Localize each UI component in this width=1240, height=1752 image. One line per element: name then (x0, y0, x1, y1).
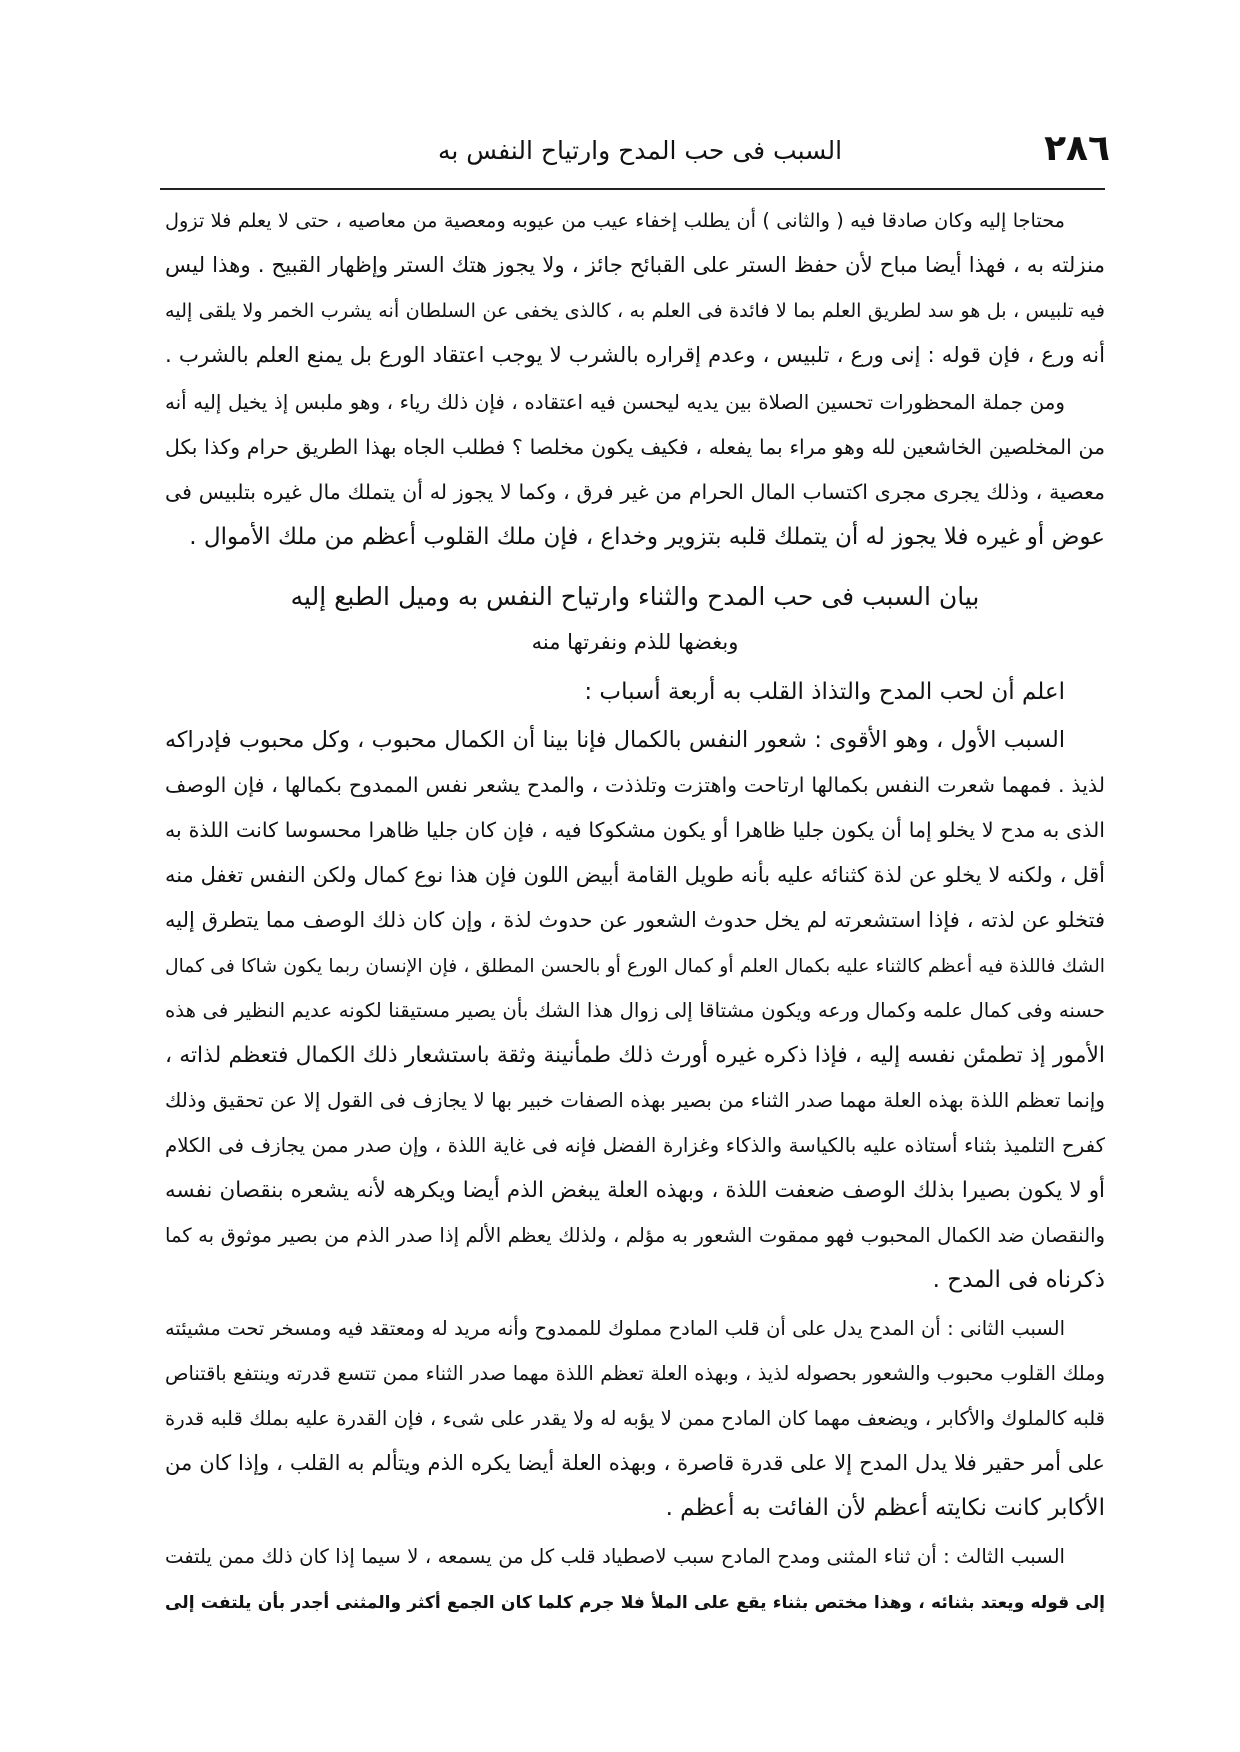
line-text: بيان السبب فى حب المدح والثناء وارتياح النفس به وميل الطبع إليه (290, 582, 980, 611)
line-text: وإنما تعظم اللذة بهذه العلة مهما صدر الثناء من بصير بهذه الصفات خبير بها لا يجازف فى القول إلا عن تحقيق وذلك (165, 1089, 1105, 1112)
line-text: السبب الثالث : أن ثناء المثنى ومدح المادح سبب لاصطياد قلب كل من يسمعه ، لا سيما إذا كان ذلك ممن يلتفت (165, 1545, 1065, 1568)
text-line (165, 765, 1105, 805)
line-text: إلى قوله ويعتد بثنائه ، وهذا مختص بثناء يقع على الملأ فلا جرم كلما كان الجمع أكثر والمثنى أجدر بأن يلتفت إلى (165, 1593, 1105, 1613)
line-text: وبغضها للذم ونفرتها منه (531, 630, 739, 654)
text-line (165, 1581, 1105, 1621)
line-text: السبب الثانى : أن المدح يدل على أن قلب المادح مملوك للممدوح وأنه مريد له ومعتقد فيه ومسخر تحت مشيئته (165, 1317, 1065, 1340)
line-text: قلبه كالملوك والأكابر ، ويضعف مهما كان المادح ممن لا يؤبه له ولا يقدر على شىء ، فإن القدرة عليه بملك قلبه قدرة (165, 1407, 1105, 1430)
line-text: ذكرناه فى المدح . (932, 1267, 1105, 1293)
text-line (165, 990, 1105, 1030)
line-text: الذى به مدح لا يخلو إما أن يكون جليا ظاهرا أو يكون مشكوكا فيه ، فإن كان جليا ظاهرا محسوسا كانت اللذة به (165, 818, 1105, 842)
text-line (165, 1035, 1105, 1075)
running-title: السبب فى حب المدح وارتياح النفس به (437, 136, 843, 165)
intro-line (165, 672, 1105, 712)
line-text: فتخلو عن لذته ، فإذا استشعرته لم يخل حدوث الشعور عن حدوث لذة ، وإن كان ذلك الوصف مما يتطرق إليه (165, 908, 1105, 932)
line-text: منزلته به ، فهذا أيضا مباح لأن حفظ الستر على القبائح جائز ، ولا يجوز هتك الستر وإظهار القبيح . وهذا ليس (165, 253, 1105, 278)
line-text: السبب الأول ، وهو الأقوى : شعور النفس بالكمال فإنا بينا أن الكمال محبوب ، وكل محبوب فإدراكه (165, 727, 1065, 753)
text-line (165, 200, 1105, 240)
text-line (165, 427, 1105, 467)
line-text: أقل ، ولكنه لا يخلو عن لذة كثنائه عليه بأنه طويل القامة أبيض اللون فإن هذا نوع كمال ولكن النفس تغفل منه (165, 863, 1105, 887)
text-line (165, 472, 1105, 512)
line-text: وملك القلوب محبوب والشعور بحصوله لذيذ ، وبهذه العلة تعظم اللذة مهما صدر الثناء ممن تتسع قدرته وينتفع باقتناص (165, 1362, 1105, 1385)
header-rule (160, 188, 1105, 190)
line-text: على أمر حقير فلا يدل المدح إلا على قدرة قاصرة ، وبهذه العلة أيضا يكره الذم ويتألم به القلب ، وإذا كان من (165, 1450, 1105, 1475)
line-text: الأكابر كانت نكايته أعظم لأن الفائت به أعظم . (665, 1495, 1105, 1521)
line-text: الأمور إذ تطمئن نفسه إليه ، فإذا ذكره غيره أورث ذلك طمأنينة وثقة باستشعار ذلك الكمال فتعظم لذاته ، (165, 1043, 1105, 1068)
line-text: الشك فاللذة فيه أعظم كالثناء عليه بكمال العلم أو كمال الورع أو بالحسن المطلق ، فإن الإنسان ربما يكون شاكا فى كمال (165, 956, 1105, 977)
line-text: كفرح التلميذ بثناء أستاذه عليه بالكياسة والذكاء وغزارة الفضل فإنه فى غاية اللذة ، وإن صدر ممن يجازف فى الكلام (165, 1134, 1105, 1157)
line-text: والنقصان ضد الكمال المحبوب فهو ممقوت الشعور به مؤلم ، ولذلك يعظم الألم إذا صدر الذم من بصير موثوق به كما (165, 1224, 1105, 1247)
text-line (165, 855, 1105, 895)
text-line (165, 1260, 1105, 1300)
text-line (165, 1308, 1105, 1348)
line-text: لذيذ . فمهما شعرت النفس بكمالها ارتاحت واهتزت وتلذذت ، والمدح يشعر نفس الممدوح بكمالها ، فإن الوصف (165, 773, 1105, 797)
text-line (165, 382, 1105, 422)
text-line (165, 245, 1105, 285)
text-line (165, 1398, 1105, 1438)
line-text: فيه تلبيس ، بل هو سد لطريق العلم بما لا فائدة فى العلم به ، كالذى يخفى عن السلطان أنه يشرب الخمر ولا يلقى إليه (165, 299, 1105, 322)
text-line (165, 1536, 1105, 1576)
text-line (165, 1125, 1105, 1165)
text-line (165, 1488, 1105, 1528)
text-line (165, 335, 1105, 375)
text-line (165, 1080, 1105, 1120)
line-text: معصية ، وذلك يجرى مجرى اكتساب المال الحرام من غير فرق ، وكما لا يجوز له أن يتملك مال غيره بتلبيس فى (165, 480, 1105, 504)
text-line (165, 720, 1105, 760)
section-heading-line (165, 622, 1105, 662)
line-text: من المخلصين الخاشعين لله وهو مراء بما يفعله ، فكيف يكون مخلصا ؟ فطلب الجاه بهذا الطريق حرام وكذا بكل (165, 435, 1105, 459)
text-line (165, 810, 1105, 850)
text-line (165, 1443, 1105, 1483)
text-line (165, 1215, 1105, 1255)
text-line (165, 945, 1105, 985)
page-number: ٢٨٦ (1044, 128, 1110, 169)
line-text: أو لا يكون بصيرا بذلك الوصف ضعفت اللذة ، وبهذه العلة يبغض الذم أيضا ويكرهه لأنه يشعره بنقصان نفسه (165, 1178, 1105, 1203)
line-text: محتاجا إليه وكان صادقا فيه ( والثانى ) أن يطلب إخفاء عيب من عيوبه ومعصية من معاصيه ، حتى لا يعلم فلا تزول (165, 209, 1065, 232)
text-line (165, 1170, 1105, 1210)
line-text: أنه ورع ، فإن قوله : إنى ورع ، تلبيس ، وعدم إقراره بالشرب لا يوجب اعتقاد الورع بل يمنع العلم بالشرب . (165, 343, 1105, 368)
text-line (165, 1353, 1105, 1393)
text-line (165, 517, 1105, 557)
line-text: اعلم أن لحب المدح والتذاذ القلب به أربعة أسباب : (584, 679, 1065, 705)
line-text: حسنه وفى كمال علمه وكمال ورعه ويكون مشتاقا إلى زوال هذا الشك بأن يصير مستيقنا لكونه عديم النظير فى هذه (165, 999, 1105, 1022)
text-line (165, 290, 1105, 330)
line-text: ومن جملة المحظورات تحسين الصلاة بين يديه ليحسن فيه اعتقاده ، فإن ذلك رياء ، وهو ملبس إذ يخيل إليه أنه (165, 391, 1065, 414)
section-heading-line (165, 577, 1105, 617)
text-line (165, 900, 1105, 940)
line-text: عوض أو غيره فلا يجوز له أن يتملك قلبه بتزوير وخداع ، فإن ملك القلوب أعظم من ملك الأموال . (189, 524, 1105, 550)
